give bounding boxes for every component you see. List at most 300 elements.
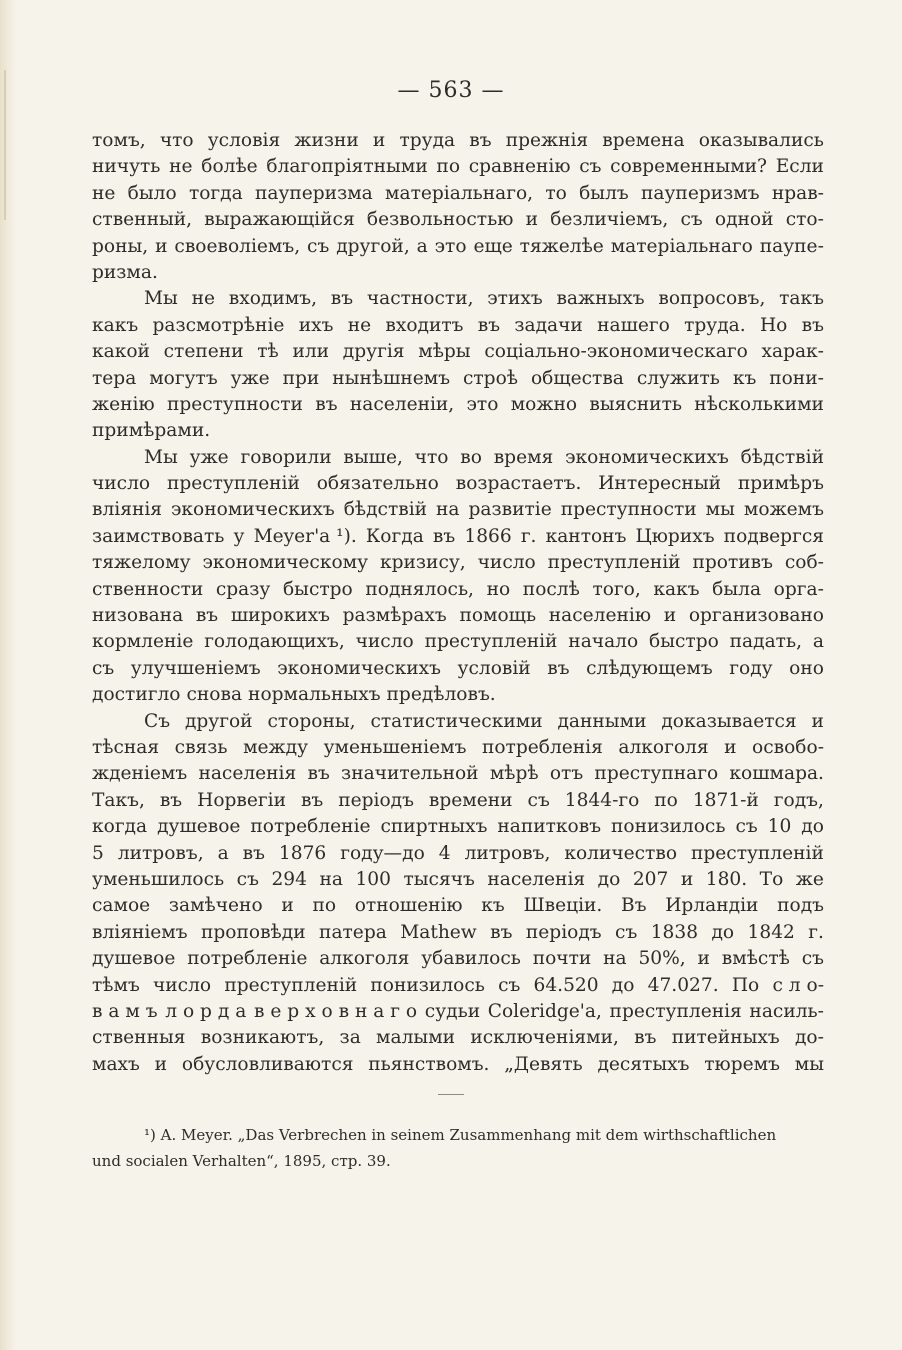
- word: тяжелѣе: [519, 235, 604, 257]
- word: соціально-экономическаго: [484, 341, 748, 363]
- word: это: [434, 235, 467, 257]
- word: мѣры: [418, 341, 471, 363]
- word: до: [597, 868, 621, 890]
- word: потребленіе: [250, 816, 371, 838]
- word: 1838: [650, 921, 699, 943]
- word: экономическихъ: [565, 446, 729, 468]
- word: выражающійся: [204, 209, 355, 231]
- word: данными: [557, 710, 647, 732]
- word: въ: [300, 789, 324, 811]
- word: по: [312, 895, 337, 917]
- word: примѣръ: [737, 473, 824, 495]
- word: прежнія: [505, 130, 589, 151]
- word: пауперизма: [254, 182, 373, 204]
- word: томъ,: [92, 130, 146, 151]
- word: служить: [636, 367, 720, 389]
- word: доказывается: [661, 710, 797, 732]
- word: По: [731, 974, 760, 996]
- word: число: [355, 631, 414, 653]
- word: начало: [568, 631, 639, 653]
- footnote-divider: [438, 1094, 464, 1095]
- word: напитковъ: [497, 816, 602, 838]
- word: предѣловъ.: [386, 684, 496, 706]
- word: какъ: [92, 314, 139, 336]
- word: общества: [530, 367, 624, 389]
- footnotes: [92, 1122, 824, 1174]
- word: періодъ: [338, 789, 414, 811]
- word: 100: [355, 868, 391, 890]
- word: и: [663, 605, 677, 627]
- text-line: [92, 260, 824, 286]
- word: спиртныхъ: [380, 816, 488, 838]
- word: но: [486, 578, 511, 600]
- word: оказывались: [698, 130, 824, 151]
- word: широкихъ: [230, 605, 330, 627]
- word: преступленій: [424, 631, 558, 653]
- word: этихъ: [487, 288, 543, 310]
- text-line: [92, 999, 824, 1025]
- word: малыми: [376, 1027, 456, 1049]
- text-line: [92, 366, 824, 392]
- word: населенія: [198, 763, 297, 785]
- word: въ: [490, 921, 513, 943]
- word: ризма.: [92, 261, 158, 283]
- word: стороны,: [267, 710, 356, 732]
- word: въ: [477, 314, 501, 336]
- text-line: [92, 682, 824, 708]
- word: на: [319, 868, 343, 890]
- word: и: [697, 948, 710, 970]
- word: это: [466, 393, 499, 415]
- word: во: [460, 446, 482, 468]
- word: тѣмъ: [92, 974, 140, 996]
- word: періодъ: [525, 921, 602, 943]
- word: кризису,: [380, 552, 466, 574]
- word: выше,: [343, 446, 403, 468]
- text-line: [92, 418, 824, 444]
- word: мѣрѣ: [489, 763, 539, 785]
- word: населенія: [487, 868, 586, 890]
- word: подвергся: [723, 525, 824, 547]
- word: сто-: [785, 209, 824, 231]
- word: душевое: [92, 948, 176, 970]
- text-line: [92, 867, 824, 893]
- word: то: [545, 182, 567, 204]
- word: не: [191, 288, 216, 310]
- word: другой,: [336, 235, 410, 257]
- word: быстро: [282, 578, 353, 600]
- word: же: [795, 868, 824, 890]
- word: Норвегіи: [197, 789, 286, 811]
- word: 1844-го: [564, 789, 640, 811]
- word: Mathew: [400, 921, 477, 943]
- word: Но: [759, 314, 788, 336]
- text-line: [92, 920, 824, 946]
- word: населенію: [548, 605, 652, 627]
- word: и: [724, 736, 737, 758]
- word: преступности: [166, 393, 303, 415]
- word: обязательно: [316, 473, 439, 495]
- word: съ: [498, 974, 521, 996]
- word: другой: [184, 710, 253, 732]
- word: потребленіе: [187, 948, 308, 970]
- word: литровъ,: [464, 842, 551, 864]
- word: къ: [481, 895, 505, 917]
- text-line: [92, 524, 824, 550]
- word: литровъ,: [117, 842, 204, 864]
- word: и: [525, 209, 539, 231]
- word: а: [416, 235, 428, 257]
- page-binding-edge: [0, 0, 16, 1350]
- word: противъ: [692, 552, 773, 574]
- word: ственныя: [92, 1027, 186, 1049]
- word: какъ: [653, 578, 700, 600]
- word: нрав-: [771, 182, 824, 204]
- word: условій: [457, 657, 531, 679]
- word: населеніи,: [349, 393, 455, 415]
- word: въ: [801, 314, 824, 336]
- word: пони-: [769, 367, 824, 389]
- word: самое: [92, 895, 151, 917]
- word: снова: [186, 684, 243, 706]
- word: возрастаетъ.: [455, 473, 582, 495]
- word: Мы: [144, 446, 178, 468]
- word: между: [243, 736, 309, 758]
- word: Въ: [621, 895, 647, 917]
- word: уже: [230, 367, 270, 389]
- page-number: — 563 —: [397, 78, 505, 103]
- word: помощь: [459, 605, 537, 627]
- word: преступленій: [224, 974, 358, 996]
- word: бѣдствій: [343, 499, 428, 521]
- word: 5: [92, 842, 104, 864]
- word: 1871-й: [692, 789, 759, 811]
- word: ничуть: [92, 156, 161, 178]
- word: съ: [801, 948, 824, 970]
- word: Meyer'a ¹).: [253, 525, 357, 547]
- word: на: [603, 948, 627, 970]
- word: входитъ: [385, 314, 464, 336]
- word: мы: [705, 499, 735, 521]
- word: матеріальнаго: [610, 235, 753, 257]
- word: такъ: [779, 288, 824, 310]
- word: жденіемъ: [92, 763, 188, 785]
- text-line: [92, 946, 824, 972]
- text-line: [92, 656, 824, 682]
- text-line: [92, 497, 824, 523]
- text-line: [92, 445, 824, 471]
- word: значительной: [341, 763, 479, 785]
- text-line: [92, 577, 824, 603]
- word: тера: [92, 367, 137, 389]
- word: до: [801, 816, 824, 838]
- word: въ: [547, 657, 570, 679]
- word: году: [729, 657, 773, 679]
- word: освобо-: [752, 736, 824, 758]
- word: входимъ,: [228, 288, 317, 310]
- word: жизни: [294, 130, 359, 151]
- word: съ: [735, 816, 758, 838]
- text-line: [92, 735, 824, 761]
- word: строѣ: [462, 367, 518, 389]
- word: связь: [174, 736, 228, 758]
- word: паупе-: [759, 235, 824, 257]
- word: пауперизмъ: [641, 182, 760, 204]
- word: преступленій: [690, 842, 824, 864]
- word: безличіемъ,: [550, 209, 669, 231]
- word: отношенію: [354, 895, 463, 917]
- word: выяснить: [589, 393, 682, 415]
- word: Coleridge'a,: [487, 1000, 602, 1022]
- word: мы: [794, 1053, 824, 1075]
- word: и: [372, 130, 386, 151]
- word: экономическихъ: [277, 657, 441, 679]
- word: какой: [92, 341, 150, 363]
- word: кантонъ: [545, 525, 627, 547]
- word: возникаютъ,: [200, 1027, 325, 1049]
- word: уменьшилось: [92, 868, 225, 890]
- word: задачи: [514, 314, 583, 336]
- word: тысячъ: [403, 868, 475, 890]
- word: проповѣди: [201, 921, 306, 943]
- word: вмѣстѣ: [721, 948, 790, 970]
- word: на: [436, 499, 460, 521]
- word: махъ: [92, 1053, 140, 1075]
- word: по: [654, 789, 678, 811]
- word: время: [493, 446, 554, 468]
- word: вліянія: [92, 499, 163, 521]
- word: число: [92, 473, 151, 495]
- word: другія: [342, 341, 405, 363]
- word: въ: [307, 763, 330, 785]
- word: сравненію: [468, 156, 571, 178]
- text-line: [92, 841, 824, 867]
- word: Съ: [144, 710, 171, 732]
- word: десятыхъ: [597, 1053, 690, 1075]
- word: насиль-: [749, 1000, 824, 1022]
- word: низована: [92, 605, 184, 627]
- word: труда.: [684, 314, 746, 336]
- word: годъ,: [773, 789, 824, 811]
- text-line: [92, 1052, 824, 1078]
- word: что: [414, 446, 449, 468]
- word: труда: [399, 130, 456, 151]
- word: преступности: [560, 499, 697, 521]
- word: 4: [438, 842, 451, 864]
- text-line: [92, 1025, 824, 1051]
- word: женію: [92, 393, 155, 415]
- word: преступленія: [609, 1000, 742, 1022]
- footnote-line: und socialen Verhalten“, 1895, стр. 39.: [92, 1152, 391, 1170]
- word: г.: [808, 921, 824, 943]
- word: и: [811, 710, 824, 732]
- word: и: [680, 868, 694, 890]
- word: а: [217, 842, 229, 864]
- word: въ: [634, 1027, 657, 1049]
- text-line: [92, 207, 824, 233]
- word: статистическими: [370, 710, 543, 732]
- text-line: [92, 313, 824, 339]
- word: и: [154, 1053, 168, 1075]
- word: сразу: [215, 578, 271, 600]
- word: 294: [271, 868, 307, 890]
- word: число: [477, 552, 536, 574]
- word: л о р д а: [165, 1000, 247, 1022]
- word: могутъ: [149, 367, 218, 389]
- word: нынѣшнемъ: [332, 367, 451, 389]
- word: тѣ: [257, 341, 279, 363]
- word: болѣе: [201, 156, 258, 178]
- word: пьянствомъ.: [368, 1053, 490, 1075]
- word: въ: [469, 130, 492, 151]
- word: размѣрахъ: [342, 605, 447, 627]
- word: 1866: [464, 525, 512, 547]
- word: нашего: [597, 314, 670, 336]
- word: в а м ъ: [92, 1000, 158, 1022]
- text-line: [92, 154, 824, 180]
- word: былъ: [579, 182, 629, 204]
- word: вліяніемъ: [92, 921, 188, 943]
- text-line: [92, 761, 824, 787]
- word: нѣсколькими: [694, 393, 824, 415]
- text-line: [92, 392, 824, 418]
- word: до-: [794, 1027, 824, 1049]
- word: не: [92, 182, 116, 204]
- word: подъ: [777, 895, 824, 917]
- word: уменьшеніемъ: [323, 736, 467, 758]
- word: у: [233, 525, 245, 547]
- word: одной: [714, 209, 774, 231]
- word: понизилось: [611, 816, 726, 838]
- word: 1842: [747, 921, 795, 943]
- word: роны,: [92, 235, 149, 257]
- word: быстро: [649, 631, 719, 653]
- word: до: [711, 921, 735, 943]
- word: Ирландіи: [665, 895, 759, 917]
- word: можемъ: [743, 499, 824, 521]
- word: когда: [92, 816, 148, 838]
- word: 1876: [278, 842, 327, 864]
- word: съ: [92, 657, 115, 679]
- word: понизилось: [370, 974, 485, 996]
- word: алкоголя: [319, 948, 410, 970]
- word: орга-: [773, 578, 824, 600]
- word: обусловливаются: [181, 1053, 354, 1075]
- footnote-line: ¹) A. Meyer. „Das Verbrechen in seinem Zusammenhang mit dem wirthschaftlichen: [144, 1126, 777, 1144]
- word: степени: [163, 341, 244, 363]
- word: Мы: [144, 288, 178, 310]
- word: душевое: [157, 816, 241, 838]
- text-line: [92, 339, 824, 365]
- word: что: [159, 130, 194, 151]
- word: въ: [432, 525, 456, 547]
- text-line: [92, 128, 824, 154]
- word: 64.520: [533, 974, 599, 996]
- word: времени: [428, 789, 513, 811]
- word: экономическихъ: [171, 499, 335, 521]
- word: „Девять: [504, 1053, 583, 1075]
- word: тѣсная: [92, 736, 160, 758]
- text-line: [92, 471, 824, 497]
- word: голодающихъ,: [204, 631, 345, 653]
- word: Интересный: [598, 473, 722, 495]
- text-line: [92, 788, 824, 814]
- word: нормальныхъ: [248, 684, 381, 706]
- word: 47.027.: [647, 974, 719, 996]
- word: вопросовъ,: [658, 288, 766, 310]
- text-line: [92, 550, 824, 576]
- word: съ: [579, 156, 602, 178]
- word: развитіе: [468, 499, 552, 521]
- word: соб-: [784, 552, 824, 574]
- word: питейныхъ: [671, 1027, 780, 1049]
- word: отъ: [549, 763, 584, 785]
- word: потребленія: [481, 736, 603, 758]
- word: съ: [680, 209, 703, 231]
- text-line: [92, 709, 824, 735]
- word: Цюрихъ: [635, 525, 715, 547]
- word: того,: [592, 578, 641, 600]
- word: по: [436, 156, 461, 178]
- word: и: [281, 895, 294, 917]
- word: не: [169, 156, 193, 178]
- word: замѣчено: [168, 895, 263, 917]
- word: не: [347, 314, 372, 336]
- word: тогда: [188, 182, 243, 204]
- word: уже: [189, 446, 229, 468]
- word: частности,: [366, 288, 474, 310]
- word: году—до: [340, 842, 425, 864]
- word: 10: [767, 816, 792, 838]
- word: съ: [236, 868, 259, 890]
- word: харак-: [761, 341, 824, 363]
- word: было: [127, 182, 177, 204]
- word: своеволіемъ,: [174, 235, 301, 257]
- word: или: [292, 341, 330, 363]
- word: важныхъ: [556, 288, 645, 310]
- word: Если: [775, 156, 824, 178]
- text-line: [92, 181, 824, 207]
- word: То: [759, 868, 784, 890]
- word: убавилось: [421, 948, 521, 970]
- word: ихъ: [298, 314, 334, 336]
- word: въ: [330, 288, 354, 310]
- word: матеріальнаго,: [385, 182, 534, 204]
- word: 207: [632, 868, 669, 890]
- text-line: [92, 603, 824, 629]
- word: судьи: [424, 1000, 481, 1022]
- word: ственности: [92, 578, 204, 600]
- word: бѣдствій: [740, 446, 824, 468]
- word: при: [282, 367, 320, 389]
- word: условія: [207, 130, 281, 151]
- word: къ: [732, 367, 757, 389]
- word: была: [712, 578, 762, 600]
- word: кошмара.: [729, 763, 824, 785]
- word: с л о-: [772, 974, 824, 996]
- word: тяжелому: [92, 552, 191, 574]
- word: безвольностью: [366, 209, 514, 231]
- word: почти: [532, 948, 592, 970]
- word: въ: [315, 393, 338, 415]
- word: 50%,: [638, 948, 686, 970]
- word: 180.: [705, 868, 748, 890]
- text-line: [92, 814, 824, 840]
- word: современными?: [610, 156, 768, 178]
- word: исключеніями,: [470, 1027, 619, 1049]
- word: кормленіе: [92, 631, 194, 653]
- word: разсмотрѣніе: [152, 314, 285, 336]
